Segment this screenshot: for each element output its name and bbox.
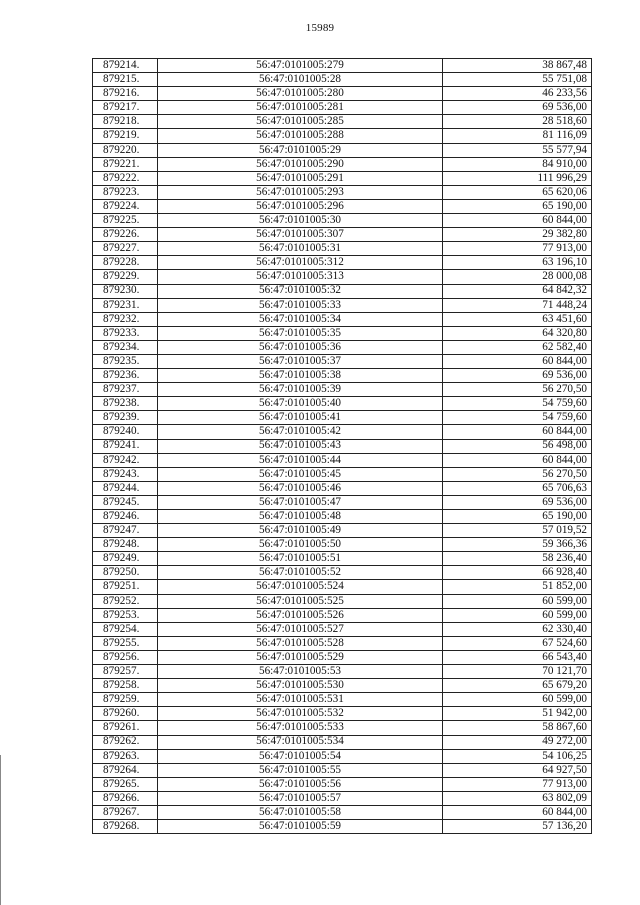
cadastral-value-cell: 111 996,29 <box>443 171 592 185</box>
table-row <box>93 707 592 721</box>
cadastral-value-cell: 28 518,60 <box>443 115 592 129</box>
row-number-cell: 879237. <box>93 383 158 397</box>
cadastral-number-cell: 56:47:0101005:528 <box>158 636 443 650</box>
row-number-cell: 879253. <box>93 608 158 622</box>
cadastral-value-cell: 71 448,24 <box>443 298 592 312</box>
cadastral-value-cell: 29 382,80 <box>443 228 592 242</box>
cadastral-number-cell: 56:47:0101005:530 <box>158 679 443 693</box>
table-row <box>93 580 592 594</box>
cadastral-value-cell: 59 366,36 <box>443 538 592 552</box>
cadastral-value-cell: 60 844,00 <box>443 805 592 819</box>
table-row <box>93 185 592 199</box>
table-row <box>93 73 592 87</box>
row-number-cell: 879243. <box>93 467 158 481</box>
table-row <box>93 453 592 467</box>
cadastral-number-cell: 56:47:0101005:45 <box>158 467 443 481</box>
cadastral-number-cell: 56:47:0101005:39 <box>158 383 443 397</box>
cadastral-number-cell: 56:47:0101005:48 <box>158 510 443 524</box>
cadastral-number-cell: 56:47:0101005:280 <box>158 87 443 101</box>
table-row <box>93 481 592 495</box>
cadastral-value-cell: 60 844,00 <box>443 453 592 467</box>
row-number-cell: 879230. <box>93 284 158 298</box>
cadastral-value-cell: 63 802,09 <box>443 791 592 805</box>
cadastral-number-cell: 56:47:0101005:55 <box>158 763 443 777</box>
table-row <box>93 665 592 679</box>
cadastral-number-cell: 56:47:0101005:31 <box>158 242 443 256</box>
cadastral-number-cell: 56:47:0101005:41 <box>158 411 443 425</box>
row-number-cell: 879268. <box>93 820 158 834</box>
row-number-cell: 879239. <box>93 411 158 425</box>
table-row <box>93 805 592 819</box>
table-row <box>93 129 592 143</box>
cadastral-value-cell: 84 910,00 <box>443 157 592 171</box>
row-number-cell: 879232. <box>93 312 158 326</box>
table-row <box>93 326 592 340</box>
cadastral-number-cell: 56:47:0101005:29 <box>158 143 443 157</box>
cadastral-value-cell: 77 913,00 <box>443 777 592 791</box>
cadastral-value-cell: 55 751,08 <box>443 73 592 87</box>
table-row <box>93 439 592 453</box>
table-row <box>93 411 592 425</box>
cadastral-number-cell: 56:47:0101005:290 <box>158 157 443 171</box>
cadastral-number-cell: 56:47:0101005:34 <box>158 312 443 326</box>
table-row <box>93 679 592 693</box>
row-number-cell: 879242. <box>93 453 158 467</box>
cadastral-number-cell: 56:47:0101005:532 <box>158 707 443 721</box>
row-number-cell: 879217. <box>93 101 158 115</box>
row-number-cell: 879264. <box>93 763 158 777</box>
row-number-cell: 879263. <box>93 749 158 763</box>
cadastral-number-cell: 56:47:0101005:526 <box>158 608 443 622</box>
table-row <box>93 298 592 312</box>
cadastral-number-cell: 56:47:0101005:527 <box>158 622 443 636</box>
row-number-cell: 879236. <box>93 369 158 383</box>
table-row <box>93 524 592 538</box>
table-row <box>93 87 592 101</box>
cadastral-number-cell: 56:47:0101005:533 <box>158 721 443 735</box>
scan-edge-line <box>0 755 1 905</box>
cadastral-value-cell: 56 498,00 <box>443 439 592 453</box>
table-row <box>93 636 592 650</box>
cadastral-number-cell: 56:47:0101005:296 <box>158 199 443 213</box>
row-number-cell: 879240. <box>93 425 158 439</box>
cadastral-value-cell: 81 116,09 <box>443 129 592 143</box>
row-number-cell: 879258. <box>93 679 158 693</box>
table-row <box>93 397 592 411</box>
table-row <box>93 157 592 171</box>
cadastral-value-cell: 70 121,70 <box>443 665 592 679</box>
cadastral-number-cell: 56:47:0101005:43 <box>158 439 443 453</box>
cadastral-number-cell: 56:47:0101005:312 <box>158 256 443 270</box>
cadastral-value-cell: 56 270,50 <box>443 383 592 397</box>
row-number-cell: 879250. <box>93 566 158 580</box>
table-row <box>93 59 592 73</box>
row-number-cell: 879257. <box>93 665 158 679</box>
table-row <box>93 101 592 115</box>
cadastral-value-cell: 46 233,56 <box>443 87 592 101</box>
cadastral-value-cell: 49 272,00 <box>443 735 592 749</box>
row-number-cell: 879216. <box>93 87 158 101</box>
row-number-cell: 879222. <box>93 171 158 185</box>
cadastral-value-cell: 64 320,80 <box>443 326 592 340</box>
row-number-cell: 879220. <box>93 143 158 157</box>
row-number-cell: 879221. <box>93 157 158 171</box>
cadastral-value-cell: 55 577,94 <box>443 143 592 157</box>
row-number-cell: 879227. <box>93 242 158 256</box>
cadastral-number-cell: 56:47:0101005:30 <box>158 214 443 228</box>
row-number-cell: 879214. <box>93 59 158 73</box>
row-number-cell: 879229. <box>93 270 158 284</box>
cadastral-number-cell: 56:47:0101005:36 <box>158 340 443 354</box>
cadastral-number-cell: 56:47:0101005:531 <box>158 693 443 707</box>
table-row <box>93 721 592 735</box>
cadastral-value-cell: 65 679,20 <box>443 679 592 693</box>
cadastral-value-cell: 54 759,60 <box>443 397 592 411</box>
cadastral-value-cell: 69 536,00 <box>443 495 592 509</box>
table-row <box>93 199 592 213</box>
row-number-cell: 879241. <box>93 439 158 453</box>
cadastral-value-cell: 62 582,40 <box>443 340 592 354</box>
row-number-cell: 879219. <box>93 129 158 143</box>
cadastral-value-cell: 60 599,00 <box>443 608 592 622</box>
row-number-cell: 879267. <box>93 805 158 819</box>
cadastral-value-cell: 58 236,40 <box>443 552 592 566</box>
cadastral-number-cell: 56:47:0101005:46 <box>158 481 443 495</box>
cadastral-value-cell: 65 620,06 <box>443 185 592 199</box>
cadastral-number-cell: 56:47:0101005:35 <box>158 326 443 340</box>
table-row <box>93 312 592 326</box>
cadastral-value-cell: 77 913,00 <box>443 242 592 256</box>
row-number-cell: 879244. <box>93 481 158 495</box>
cadastral-value-cell: 66 928,40 <box>443 566 592 580</box>
row-number-cell: 879247. <box>93 524 158 538</box>
cadastral-value-cell: 63 451,60 <box>443 312 592 326</box>
row-number-cell: 879218. <box>93 115 158 129</box>
cadastral-value-cell: 51 942,00 <box>443 707 592 721</box>
table-row <box>93 791 592 805</box>
row-number-cell: 879223. <box>93 185 158 199</box>
row-number-cell: 879235. <box>93 354 158 368</box>
row-number-cell: 879252. <box>93 594 158 608</box>
table-row <box>93 820 592 834</box>
cadastral-value-cell: 65 190,00 <box>443 510 592 524</box>
cadastral-number-cell: 56:47:0101005:53 <box>158 665 443 679</box>
row-number-cell: 879251. <box>93 580 158 594</box>
cadastral-number-cell: 56:47:0101005:534 <box>158 735 443 749</box>
table-row <box>93 242 592 256</box>
cadastral-number-cell: 56:47:0101005:47 <box>158 495 443 509</box>
cadastral-value-cell: 28 000,08 <box>443 270 592 284</box>
cadastral-number-cell: 56:47:0101005:54 <box>158 749 443 763</box>
table-row <box>93 650 592 664</box>
cadastral-number-cell: 56:47:0101005:58 <box>158 805 443 819</box>
row-number-cell: 879234. <box>93 340 158 354</box>
cadastral-number-cell: 56:47:0101005:288 <box>158 129 443 143</box>
cadastral-number-cell: 56:47:0101005:28 <box>158 73 443 87</box>
table-row <box>93 115 592 129</box>
table-row <box>93 171 592 185</box>
row-number-cell: 879238. <box>93 397 158 411</box>
cadastral-number-cell: 56:47:0101005:307 <box>158 228 443 242</box>
table-row <box>93 369 592 383</box>
table-row <box>93 228 592 242</box>
cadastral-number-cell: 56:47:0101005:56 <box>158 777 443 791</box>
row-number-cell: 879259. <box>93 693 158 707</box>
table-row <box>93 552 592 566</box>
table-row <box>93 538 592 552</box>
page-number: 15989 <box>305 22 335 34</box>
cadastral-value-cell: 60 844,00 <box>443 354 592 368</box>
table-row <box>93 510 592 524</box>
table-row <box>93 256 592 270</box>
table-row <box>93 622 592 636</box>
cadastral-number-cell: 56:47:0101005:50 <box>158 538 443 552</box>
cadastral-value-cell: 57 136,20 <box>443 820 592 834</box>
row-number-cell: 879215. <box>93 73 158 87</box>
table-row <box>93 270 592 284</box>
cadastral-value-cell: 60 844,00 <box>443 425 592 439</box>
cadastral-number-cell: 56:47:0101005:529 <box>158 650 443 664</box>
cadastral-number-cell: 56:47:0101005:57 <box>158 791 443 805</box>
row-number-cell: 879262. <box>93 735 158 749</box>
cadastral-number-cell: 56:47:0101005:38 <box>158 369 443 383</box>
cadastral-value-cell: 62 330,40 <box>443 622 592 636</box>
cadastral-number-cell: 56:47:0101005:49 <box>158 524 443 538</box>
cadastral-number-cell: 56:47:0101005:52 <box>158 566 443 580</box>
row-number-cell: 879224. <box>93 199 158 213</box>
table-row <box>93 383 592 397</box>
table-row <box>93 354 592 368</box>
cadastral-number-cell: 56:47:0101005:40 <box>158 397 443 411</box>
cadastral-value-cell: 69 536,00 <box>443 101 592 115</box>
cadastral-value-cell: 64 842,32 <box>443 284 592 298</box>
cadastral-number-cell: 56:47:0101005:313 <box>158 270 443 284</box>
table-row <box>93 467 592 481</box>
table-row <box>93 566 592 580</box>
cadastral-value-cell: 60 844,00 <box>443 214 592 228</box>
table-row <box>93 214 592 228</box>
row-number-cell: 879233. <box>93 326 158 340</box>
table-row <box>93 495 592 509</box>
table-row <box>93 608 592 622</box>
cadastral-value-cell: 51 852,00 <box>443 580 592 594</box>
cadastral-number-cell: 56:47:0101005:281 <box>158 101 443 115</box>
cadastral-number-cell: 56:47:0101005:44 <box>158 453 443 467</box>
row-number-cell: 879225. <box>93 214 158 228</box>
cadastral-number-cell: 56:47:0101005:33 <box>158 298 443 312</box>
table-row <box>93 777 592 791</box>
row-number-cell: 879261. <box>93 721 158 735</box>
cadastral-number-cell: 56:47:0101005:291 <box>158 171 443 185</box>
cadastral-value-cell: 67 524,60 <box>443 636 592 650</box>
cadastral-number-cell: 56:47:0101005:59 <box>158 820 443 834</box>
table-row <box>93 340 592 354</box>
cadastral-number-cell: 56:47:0101005:293 <box>158 185 443 199</box>
cadastral-number-cell: 56:47:0101005:51 <box>158 552 443 566</box>
cadastral-value-cell: 64 927,50 <box>443 763 592 777</box>
cadastral-number-cell: 56:47:0101005:37 <box>158 354 443 368</box>
row-number-cell: 879248. <box>93 538 158 552</box>
table-row <box>93 143 592 157</box>
row-number-cell: 879228. <box>93 256 158 270</box>
cadastral-value-cell: 54 106,25 <box>443 749 592 763</box>
cadastral-value-cell: 60 599,00 <box>443 594 592 608</box>
cadastral-number-cell: 56:47:0101005:42 <box>158 425 443 439</box>
row-number-cell: 879265. <box>93 777 158 791</box>
cadastral-value-cell: 54 759,60 <box>443 411 592 425</box>
table-row <box>93 284 592 298</box>
table-row <box>93 594 592 608</box>
table-row <box>93 735 592 749</box>
row-number-cell: 879249. <box>93 552 158 566</box>
cadastral-value-cell: 65 190,00 <box>443 199 592 213</box>
row-number-cell: 879254. <box>93 622 158 636</box>
cadastral-number-cell: 56:47:0101005:32 <box>158 284 443 298</box>
table-row <box>93 749 592 763</box>
cadastral-number-cell: 56:47:0101005:525 <box>158 594 443 608</box>
row-number-cell: 879231. <box>93 298 158 312</box>
table-row <box>93 425 592 439</box>
cadastral-value-cell: 66 543,40 <box>443 650 592 664</box>
row-number-cell: 879246. <box>93 510 158 524</box>
row-number-cell: 879245. <box>93 495 158 509</box>
row-number-cell: 879256. <box>93 650 158 664</box>
cadastral-value-cell: 56 270,50 <box>443 467 592 481</box>
cadastral-number-cell: 56:47:0101005:524 <box>158 580 443 594</box>
row-number-cell: 879226. <box>93 228 158 242</box>
cadastral-value-cell: 58 867,60 <box>443 721 592 735</box>
table-row <box>93 763 592 777</box>
table-row <box>93 693 592 707</box>
cadastral-value-table <box>92 58 592 834</box>
row-number-cell: 879260. <box>93 707 158 721</box>
table-body <box>93 59 592 834</box>
cadastral-number-cell: 56:47:0101005:279 <box>158 59 443 73</box>
cadastral-value-cell: 65 706,63 <box>443 481 592 495</box>
cadastral-value-cell: 60 599,00 <box>443 693 592 707</box>
cadastral-value-cell: 38 867,48 <box>443 59 592 73</box>
cadastral-value-cell: 69 536,00 <box>443 369 592 383</box>
cadastral-number-cell: 56:47:0101005:285 <box>158 115 443 129</box>
cadastral-value-cell: 63 196,10 <box>443 256 592 270</box>
cadastral-value-cell: 57 019,52 <box>443 524 592 538</box>
row-number-cell: 879255. <box>93 636 158 650</box>
row-number-cell: 879266. <box>93 791 158 805</box>
